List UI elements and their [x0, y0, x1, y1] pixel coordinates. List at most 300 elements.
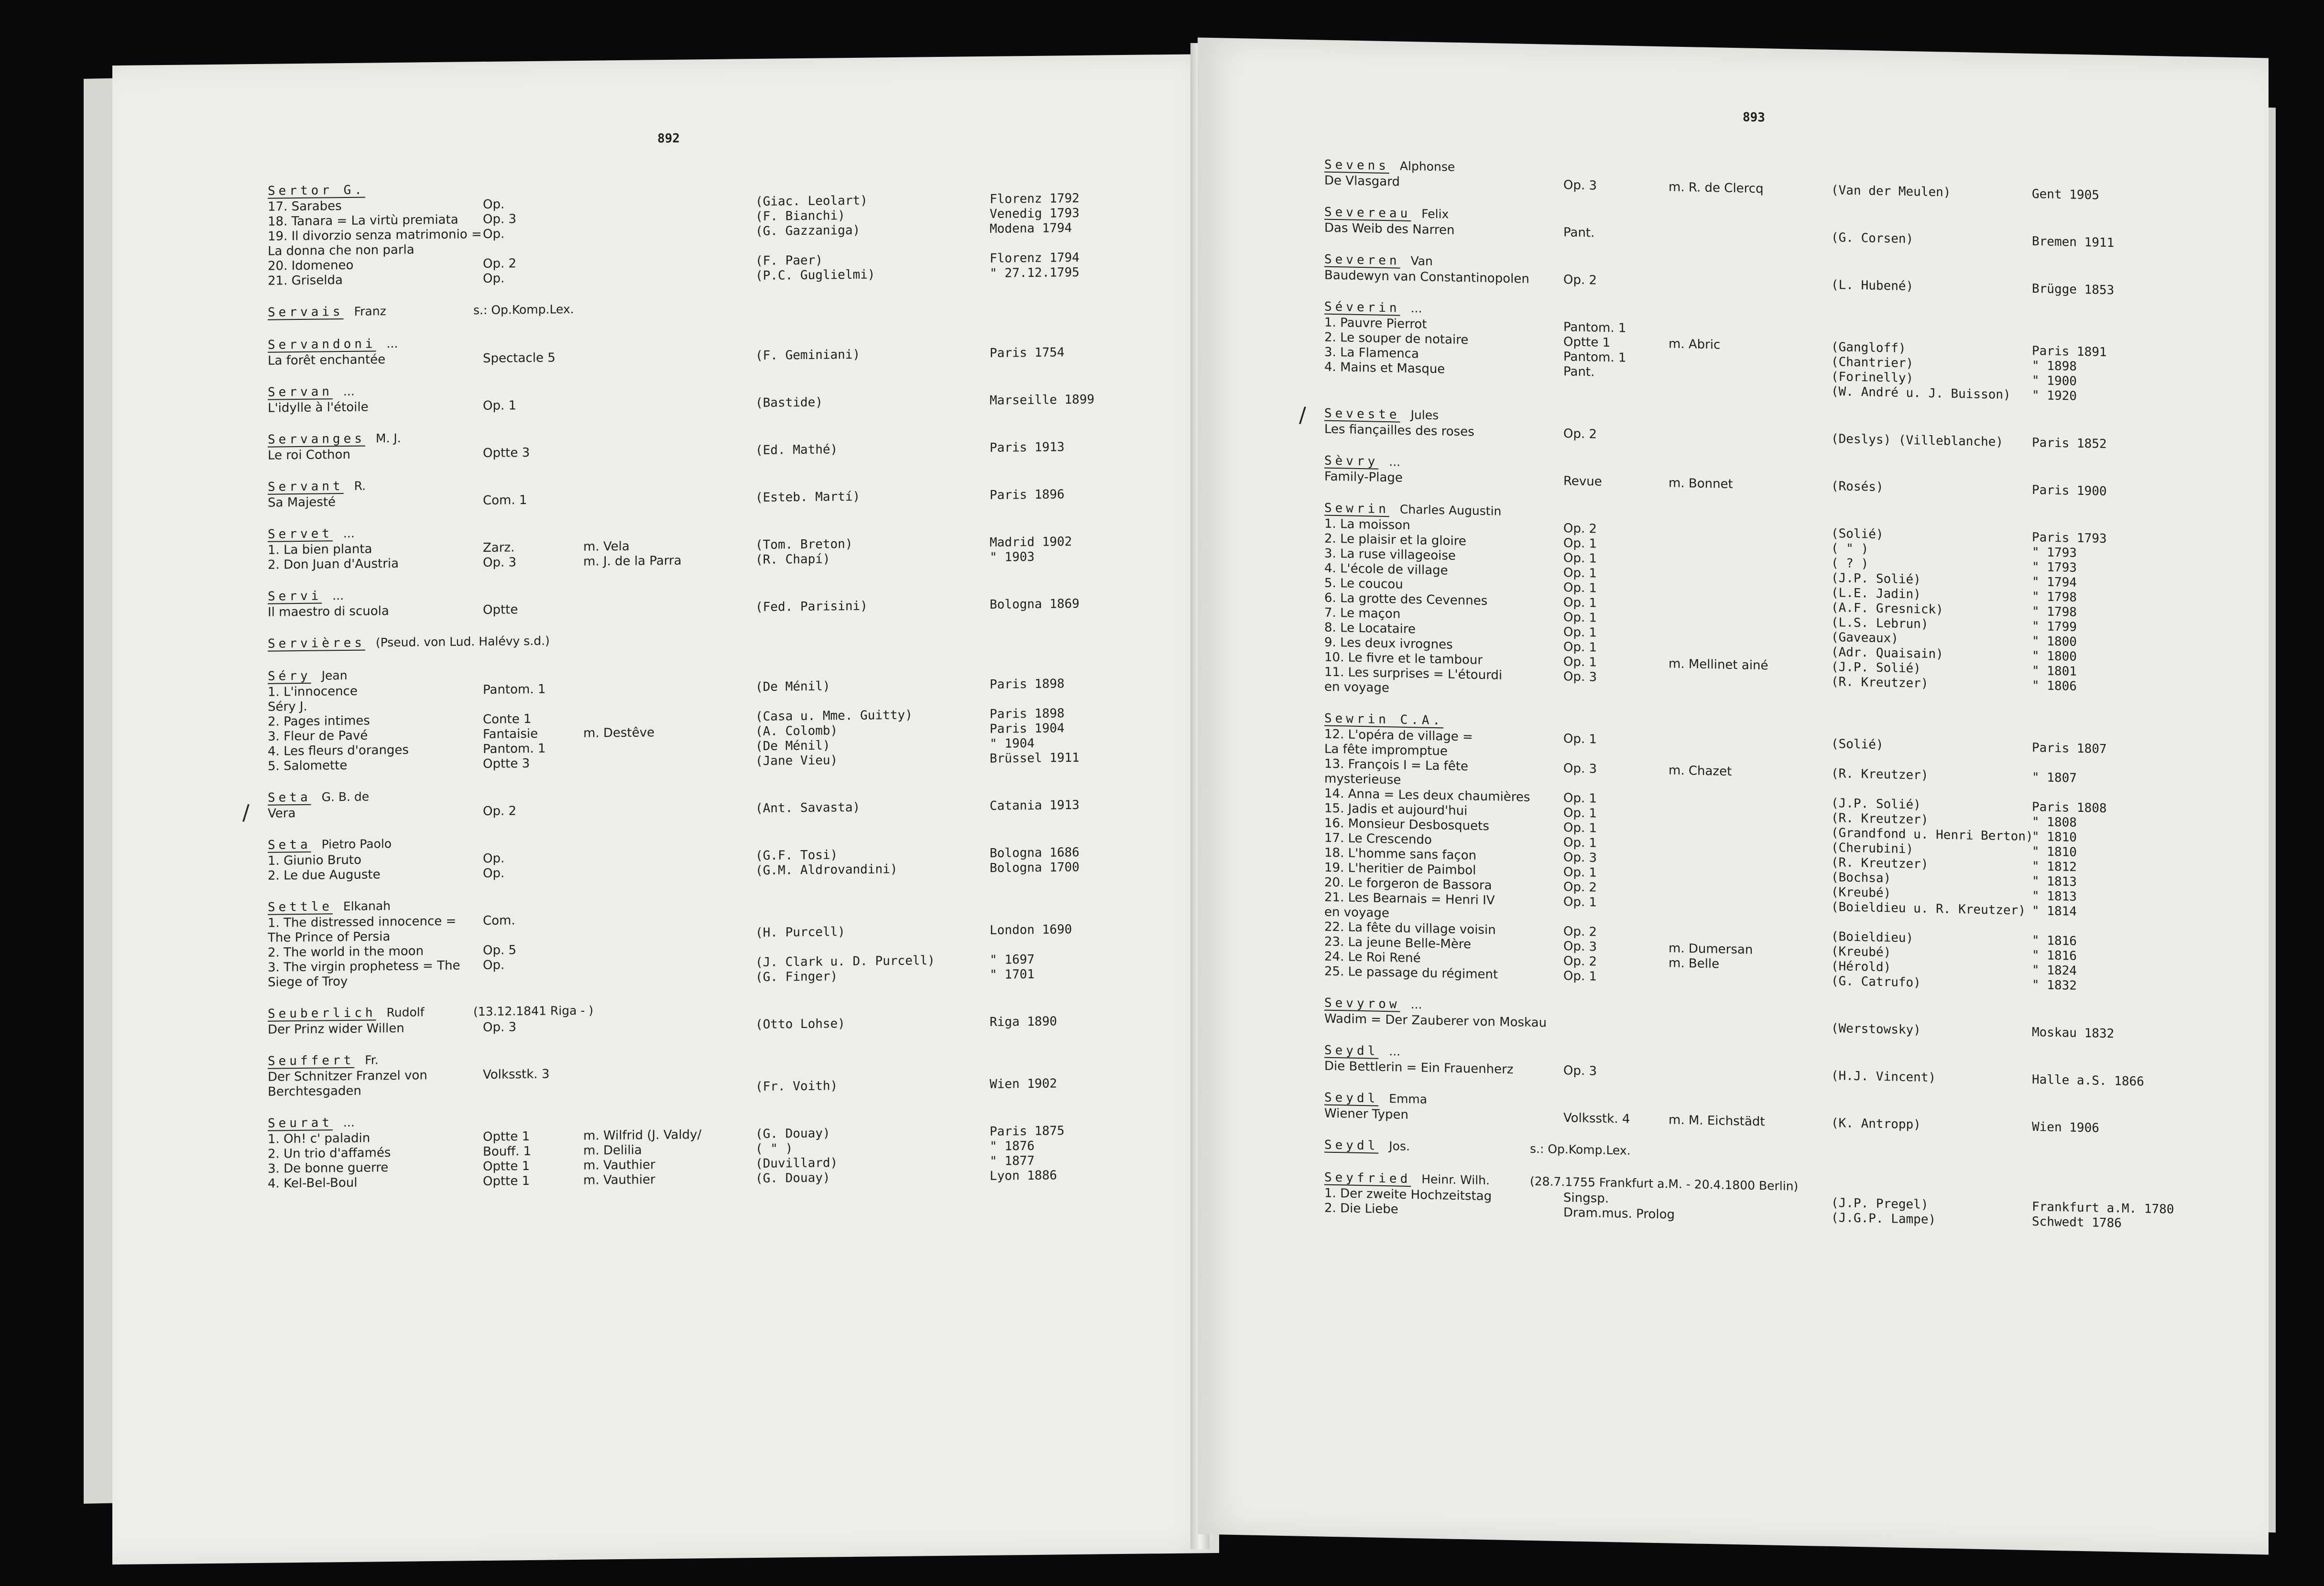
premiere: " 1808: [2032, 815, 2077, 830]
premiere: " 1807: [2032, 770, 2077, 786]
composer: (R. Kreutzer): [1831, 810, 1929, 827]
work-title: Family-Plage: [1324, 469, 1403, 485]
composer: (Forinelly): [1831, 369, 1914, 386]
composer: (K. Antropp): [1831, 1116, 1921, 1132]
work-genre: Op. 1: [1563, 820, 1597, 836]
work-title: Vera: [268, 806, 296, 821]
work-genre: Op. 1: [1563, 969, 1597, 984]
author-given-name: ...: [343, 384, 355, 399]
work-title: 10. Le fivre et le tambour: [1324, 650, 1483, 667]
composer: (J.P. Solié): [1831, 796, 1921, 812]
premiere: Brüssel 1911: [990, 750, 1080, 766]
work-title: 13. François I = La fête: [1324, 756, 1469, 774]
work-genre: Volksstk. 4: [1563, 1111, 1630, 1127]
work-row: [268, 967, 1035, 990]
work-title: 5. Salomette: [268, 758, 348, 774]
work-title: 3. La ruse villageoise: [1324, 546, 1456, 563]
entry: [268, 302, 574, 321]
premiere: " 1793: [2032, 560, 2077, 575]
premiere: Paris 1793: [2032, 530, 2107, 547]
composer: (Giac. Leolart): [755, 193, 868, 209]
work-genre: Op. 3: [1563, 939, 1597, 954]
work-title: Il maestro di scuola: [268, 604, 389, 620]
work-title: 1. The distressed innocence =: [268, 914, 457, 930]
work-genre: Op. 1: [1563, 551, 1597, 566]
premiere: " 1800: [2032, 649, 2077, 664]
composer: (L.S. Lebrun): [1831, 615, 1929, 632]
pencil-check-mark: ∕: [1299, 403, 1306, 427]
entry: [1324, 299, 2107, 404]
composer: (G. Douay): [755, 1170, 830, 1186]
work-genre: Op. 1: [1563, 655, 1597, 670]
work-genre: Dram.mus. Prolog: [1563, 1205, 1675, 1222]
premiere: Paris 1807: [2032, 741, 2107, 757]
work-row: [1324, 1059, 2144, 1089]
entry: [268, 666, 1080, 774]
premiere: " 1801: [2032, 664, 2077, 679]
entry-heading: [268, 634, 550, 653]
work-row: [1324, 220, 2115, 251]
entry: [268, 382, 1095, 416]
composer: (R. Kreutzer): [1831, 674, 1929, 691]
composer: (Gangloff): [1831, 339, 1906, 356]
work-title: 12. L'opéra de village =: [1324, 727, 1473, 744]
author-note: (13.12.1841 Riga - ): [473, 1003, 594, 1019]
composer: (A. Colomb): [755, 723, 838, 739]
work-genre: Op. 2: [483, 804, 517, 819]
co-author: m. M. Eichstädt: [1669, 1113, 1765, 1129]
premiere: Bologna 1869: [990, 596, 1080, 612]
author-name: Servet: [268, 526, 333, 542]
entry: [268, 835, 1080, 884]
author-given-name: G. B. de: [321, 789, 370, 804]
work-genre: Op.: [483, 958, 505, 973]
composer: (A.F. Gresnick): [1831, 600, 1943, 617]
work-genre: Pant.: [1563, 225, 1595, 241]
author-given-name: Charles Augustin: [1399, 502, 1502, 518]
work-title: Wadim = Der Zauberer von Moskau: [1324, 1011, 1547, 1030]
premiere: Paris 1808: [2032, 800, 2107, 816]
premiere: " 1799: [2032, 619, 2077, 634]
author-name: Séverin: [1324, 299, 1400, 316]
composer: (Duvillard): [755, 1156, 838, 1171]
work-row: [268, 440, 1065, 463]
work-title: Séry J.: [268, 699, 307, 714]
premiere: " 1793: [2032, 545, 2077, 560]
composer: (Casa u. Mme. Guitty): [755, 708, 913, 724]
work-title: 1. Oh! c' paladin: [268, 1131, 371, 1147]
work-title: 8. Le Locataire: [1324, 620, 1416, 637]
work-genre: Op. 3: [483, 212, 517, 227]
work-row: [268, 487, 1065, 511]
co-author: m. Vela: [583, 539, 630, 554]
work-genre: Op. 1: [1563, 732, 1597, 747]
premiere: Lyon 1886: [990, 1168, 1057, 1183]
work-title: Baudewyn van Constantinopolen: [1324, 268, 1529, 286]
work-genre: Bouff. 1: [483, 1144, 532, 1159]
composer: (R. Chapí): [755, 552, 830, 568]
co-author: m. Abric: [1669, 337, 1721, 352]
work-title: 1. Giunio Bruto: [268, 853, 361, 868]
entry: [268, 335, 1065, 369]
work-title: 16. Monsieur Desbosquets: [1324, 816, 1489, 834]
composer: (G. Corsen): [1831, 230, 1914, 247]
entry-heading: [268, 302, 574, 321]
work-title: 4. L'école de village: [1324, 561, 1448, 578]
premiere: " 1903: [990, 549, 1035, 565]
composer: (J. Clark u. D. Purcell): [755, 953, 935, 970]
work-title: Wiener Typen: [1324, 1106, 1408, 1122]
co-author: m. Vauthier: [583, 1158, 655, 1173]
author-name: Sertor G.: [268, 183, 365, 198]
composer: (G.F. Tosi): [755, 848, 838, 864]
work-title: 20. Le forgeron de Bassora: [1324, 875, 1492, 893]
work-genre: Optte: [483, 602, 518, 618]
author-given-name: M. J.: [375, 431, 401, 446]
premiere: Paris 1898: [990, 677, 1065, 692]
premiere: Riga 1890: [990, 1014, 1057, 1029]
work-title: 11. Les surprises = L'étourdi: [1324, 665, 1503, 683]
author-name: Seydl: [1324, 1043, 1379, 1059]
author-given-name: R.: [354, 479, 366, 493]
composer: (Solié): [1831, 526, 1884, 542]
work-title: Das Weib des Narren: [1324, 220, 1455, 238]
entry: [1324, 252, 2115, 298]
work-title: 2. Le souper de notaire: [1324, 330, 1469, 348]
work-title: 1. Der zweite Hochzeitstag: [1324, 1186, 1492, 1204]
work-title: La donna che non parla: [268, 242, 415, 259]
work-genre: Op.: [483, 197, 505, 212]
premiere: Paris 1904: [990, 721, 1065, 736]
page-number: 893: [1743, 110, 1765, 125]
composer: (De Ménil): [755, 679, 830, 695]
premiere: Bremen 1911: [2032, 234, 2115, 251]
co-author: m. Mellinet ainé: [1669, 656, 1768, 673]
author-name: Sevyrow: [1324, 995, 1400, 1012]
author-given-name: Felix: [1421, 207, 1449, 221]
author-name: Seydl: [1324, 1090, 1379, 1106]
work-genre: Op. 1: [1563, 806, 1597, 821]
author-given-name: ...: [332, 589, 344, 603]
composer: (Solié): [1831, 736, 1884, 753]
work-title: 3. La Flamenca: [1324, 345, 1419, 361]
author-name: Sewrin: [1324, 501, 1389, 517]
premiere: " 1812: [2032, 859, 2077, 875]
work-row: [1324, 173, 2099, 203]
work-genre: Optte 3: [483, 445, 530, 461]
right-page-body: [1324, 157, 2174, 1231]
work-genre: Op. 2: [1563, 521, 1597, 536]
work-title: Sa Majesté: [268, 495, 336, 510]
work-genre: Pantom. 1: [483, 741, 546, 757]
work-title: 4. Kel-Bel-Boul: [268, 1175, 358, 1191]
work-genre: Zarz.: [483, 540, 515, 556]
work-row: [268, 345, 1065, 369]
work-title: 2. Le due Auguste: [268, 867, 381, 883]
work-title: 14. Anna = Les deux chaumières: [1324, 786, 1530, 805]
composer: (G. Gazzaniga): [755, 223, 861, 239]
composer: (J.P. Solié): [1831, 570, 1921, 587]
work-title: 5. Le coucou: [1324, 576, 1403, 592]
composer: (Cherubini): [1831, 840, 1914, 857]
premiere: Paris 1900: [2032, 483, 2107, 499]
work-title: Der Prinz wider Willen: [268, 1021, 404, 1037]
composer: (Werstowsky): [1831, 1021, 1921, 1038]
entry: [1324, 995, 2115, 1041]
left-page: [112, 54, 1219, 1564]
composer: (Ed. Mathé): [755, 442, 838, 458]
author-given-name: Van: [1410, 254, 1433, 268]
work-genre: Volksstk. 3: [483, 1067, 550, 1083]
entry: [1324, 406, 2107, 452]
premiere: " 1814: [2032, 904, 2077, 919]
work-title: 7. Le maçon: [1324, 605, 1401, 622]
work-genre: Op. 2: [1563, 880, 1597, 895]
composer: (Chantrier): [1831, 354, 1914, 371]
work-title: 18. Tanara = La virtù premiata: [268, 212, 458, 229]
right-page: [1198, 37, 2269, 1554]
premiere: " 1701: [990, 967, 1035, 982]
work-genre: Op. 2: [1563, 954, 1597, 969]
composer: (Fed. Parisini): [755, 599, 868, 615]
work-genre: Op. 3: [483, 1020, 517, 1035]
premiere: Brügge 1853: [2032, 282, 2115, 298]
work-title: 2. Die Liebe: [1324, 1201, 1398, 1217]
work-genre: Pant.: [1563, 364, 1595, 380]
entry: [268, 1113, 1065, 1192]
work-genre: Op. 2: [483, 256, 517, 272]
premiere: " 1806: [2032, 678, 2077, 694]
work-genre: Op.: [483, 851, 505, 866]
premiere: Venedig 1793: [990, 206, 1080, 221]
composer: (Adr. Quaisain): [1831, 645, 1943, 662]
work-title: 21. Les Bearnais = Henri IV: [1324, 890, 1495, 908]
work-genre: Op. 2: [1563, 273, 1597, 288]
composer: (Kreubé): [1831, 944, 1891, 960]
work-row: [1324, 268, 2115, 298]
work-title: De Vlasgard: [1324, 173, 1400, 189]
composer: (Bochsa): [1831, 870, 1891, 886]
work-title: Die Bettlerin = Ein Frauenherz: [1324, 1059, 1514, 1077]
premiere: Bologna 1686: [990, 845, 1080, 861]
premiere: " 1813: [2032, 889, 2077, 904]
work-title: 2. Un trio d'affamés: [268, 1146, 391, 1161]
author-name: Sèvry: [1324, 453, 1379, 469]
premiere: Paris 1852: [2032, 436, 2107, 452]
composer: (Gaveaux): [1831, 630, 1898, 646]
work-genre: Com. 1: [483, 493, 527, 508]
entry: [1324, 205, 2115, 251]
work-title: 15. Jadis et aujourd'hui: [1324, 801, 1468, 819]
work-genre: Optte 1: [1563, 335, 1611, 350]
co-author: m. Chazet: [1669, 763, 1732, 779]
author-name: Severen: [1324, 252, 1400, 268]
left-page-body: [268, 181, 1095, 1192]
premiere: " 1920: [2032, 388, 2077, 404]
page-number: 892: [657, 131, 680, 146]
work-genre: Spectacle 5: [483, 350, 556, 366]
premiere: " 1800: [2032, 634, 2077, 649]
premiere: " 27.12.1795: [990, 265, 1080, 281]
premiere: Madrid 1902: [990, 535, 1072, 550]
work-title: 18. L'homme sans façon: [1324, 845, 1477, 863]
premiere: Paris 1754: [990, 345, 1065, 361]
entry: [268, 634, 550, 653]
premiere: Wien 1902: [990, 1076, 1057, 1092]
work-row: [1324, 1011, 2115, 1041]
author-name: Sevens: [1324, 157, 1389, 174]
work-genre: Singsp.: [1563, 1191, 1609, 1206]
composer: (P.C. Guglielmi): [755, 267, 875, 284]
author-name: Servi: [268, 589, 322, 604]
work-genre: Op. 3: [1563, 761, 1597, 777]
work-row: [268, 798, 1080, 821]
work-genre: Revue: [1563, 474, 1602, 489]
composer: (L.E. Jadin): [1831, 585, 1921, 602]
co-author: m. Bonnet: [1669, 476, 1733, 492]
composer: (L. Hubené): [1831, 277, 1914, 294]
entry: [1324, 1138, 1631, 1158]
author-name: Seuberlich: [268, 1006, 376, 1021]
composer: (Otto Lohse): [755, 1017, 845, 1032]
composer: (Boieldieu): [1831, 929, 1914, 946]
entry: [268, 429, 1065, 463]
author-name: Servanges: [268, 431, 365, 447]
composer: (F. Paer): [755, 253, 823, 269]
work-title: Berchtesgaden: [268, 1083, 361, 1099]
entry: [268, 897, 1072, 990]
author-given-name: ...: [1389, 1044, 1401, 1059]
work-genre: Op. 1: [1563, 566, 1597, 581]
work-genre: Op. 2: [1563, 427, 1597, 442]
composer: (G. Finger): [755, 969, 838, 985]
composer: (F. Bianchi): [755, 208, 845, 224]
work-title: The Prince of Persia: [268, 930, 391, 945]
work-title: 20. Idomeneo: [268, 258, 354, 273]
author-given-name: Pietro Paolo: [321, 837, 392, 852]
work-title: La fête impromptue: [1324, 742, 1448, 759]
author-given-name: Jean: [321, 668, 348, 683]
composer: (Kreubé): [1831, 885, 1891, 901]
work-title: 1. La bien planta: [268, 542, 372, 558]
work-genre: Op. 3: [1563, 850, 1597, 865]
entry: [1324, 1043, 2144, 1089]
work-row: [1324, 1106, 2099, 1136]
work-genre: Op. 1: [1563, 625, 1597, 640]
entry: [268, 586, 1080, 620]
composer: (Deslys) (Villeblanche): [1831, 431, 2004, 449]
author-given-name: ...: [1410, 301, 1422, 316]
premiere: " 1832: [2032, 978, 2077, 993]
author-given-name: Elkanah: [343, 899, 391, 914]
composer: (Jane Vieu): [755, 753, 838, 769]
author-given-name: Heinr. Wilh.: [1421, 1172, 1490, 1188]
author-given-name: Alphonse: [1399, 159, 1455, 174]
author-given-name: Emma: [1389, 1092, 1428, 1106]
work-genre: Op.: [483, 866, 505, 881]
co-author: m. Belle: [1669, 956, 1720, 972]
work-title: La forêt enchantée: [268, 352, 386, 368]
author-given-name: (Pseud. von Lud. Halévy s.d.): [375, 634, 550, 650]
work-title: L'idylle à l'étoile: [268, 400, 369, 416]
author-name: Seta: [268, 790, 311, 805]
entry: [268, 788, 1080, 821]
composer: (J.G.P. Lampe): [1831, 1210, 1936, 1227]
author-name: Servières: [268, 635, 365, 651]
work-title: 3. The virgin prophetess = The: [268, 958, 460, 975]
composer: (Bastide): [755, 395, 823, 411]
work-genre: Op. 1: [1563, 595, 1597, 611]
composer: (R. Kreutzer): [1831, 766, 1929, 783]
author-note: s.: Op.Komp.Lex.: [473, 302, 574, 317]
author-given-name: ...: [386, 336, 398, 351]
work-row: [1324, 680, 1501, 698]
work-genre: Op. 1: [1563, 580, 1597, 596]
work-genre: Fantaisie: [483, 726, 538, 742]
author-name: Severeau: [1324, 205, 1411, 221]
premiere: " 1813: [2032, 874, 2077, 889]
composer: (Rosés): [1831, 479, 1884, 495]
work-title: 4. Mains et Masque: [1324, 360, 1445, 377]
premiere: Florenz 1794: [990, 250, 1080, 266]
work-genre: Optte 1: [483, 1173, 530, 1189]
composer: (Van der Meulen): [1831, 183, 1951, 200]
work-genre: Op. 1: [1563, 610, 1597, 625]
work-genre: Pantom. 1: [483, 682, 546, 698]
premiere: London 1690: [990, 922, 1072, 938]
author-name: Seveste: [1324, 406, 1400, 422]
composer: ( " ): [755, 1141, 793, 1157]
premiere: " 1816: [2032, 933, 2077, 949]
work-title: 23. La jeune Belle-Mère: [1324, 934, 1471, 952]
composer: (Fr. Voith): [755, 1079, 838, 1094]
author-name: Seta: [268, 837, 311, 853]
work-title: 17. Le Crescendo: [1324, 831, 1432, 847]
premiere: Catania 1913: [990, 798, 1080, 813]
work-title: 19. Il divorzio senza matrimonio =: [268, 227, 482, 244]
co-author: m. Dumersan: [1669, 941, 1753, 957]
work-title: 25. Le passage du régiment: [1324, 964, 1498, 982]
premiere: Paris 1891: [2032, 344, 2107, 360]
premiere: " 1900: [2032, 373, 2077, 389]
premiere: Frankfurt a.M. 1780: [2032, 1200, 2174, 1217]
work-title: mysterieuse: [1324, 771, 1401, 788]
entry: [268, 1051, 1057, 1100]
author-name: Servant: [268, 479, 344, 494]
composer: (Ant. Savasta): [755, 800, 861, 816]
entry-heading: [1324, 1138, 1631, 1158]
work-genre: Op. 3: [1563, 669, 1597, 685]
work-genre: Op.: [483, 227, 505, 242]
premiere: Florenz 1792: [990, 191, 1080, 207]
author-given-name: ...: [1410, 997, 1422, 1012]
premiere: " 1794: [2032, 575, 2077, 590]
work-title: 22. La fête du village voisin: [1324, 919, 1496, 938]
entry: [268, 181, 1080, 289]
premiere: Paris 1898: [990, 706, 1065, 722]
entry: [268, 524, 1072, 573]
co-author: m. Wilfrid (J. Valdy/: [583, 1127, 702, 1143]
composer: ( " ): [1831, 541, 1869, 557]
work-genre: Conte 1: [483, 711, 532, 727]
co-author: m. J. de la Parra: [583, 553, 682, 569]
premiere: " 1876: [990, 1138, 1035, 1154]
entry: [1324, 157, 2099, 203]
work-genre: Op. 1: [1563, 536, 1597, 551]
author-given-name: Franz: [354, 304, 386, 318]
work-title: 2. The world in the moon: [268, 944, 424, 960]
co-author: m. Destêve: [583, 725, 655, 741]
